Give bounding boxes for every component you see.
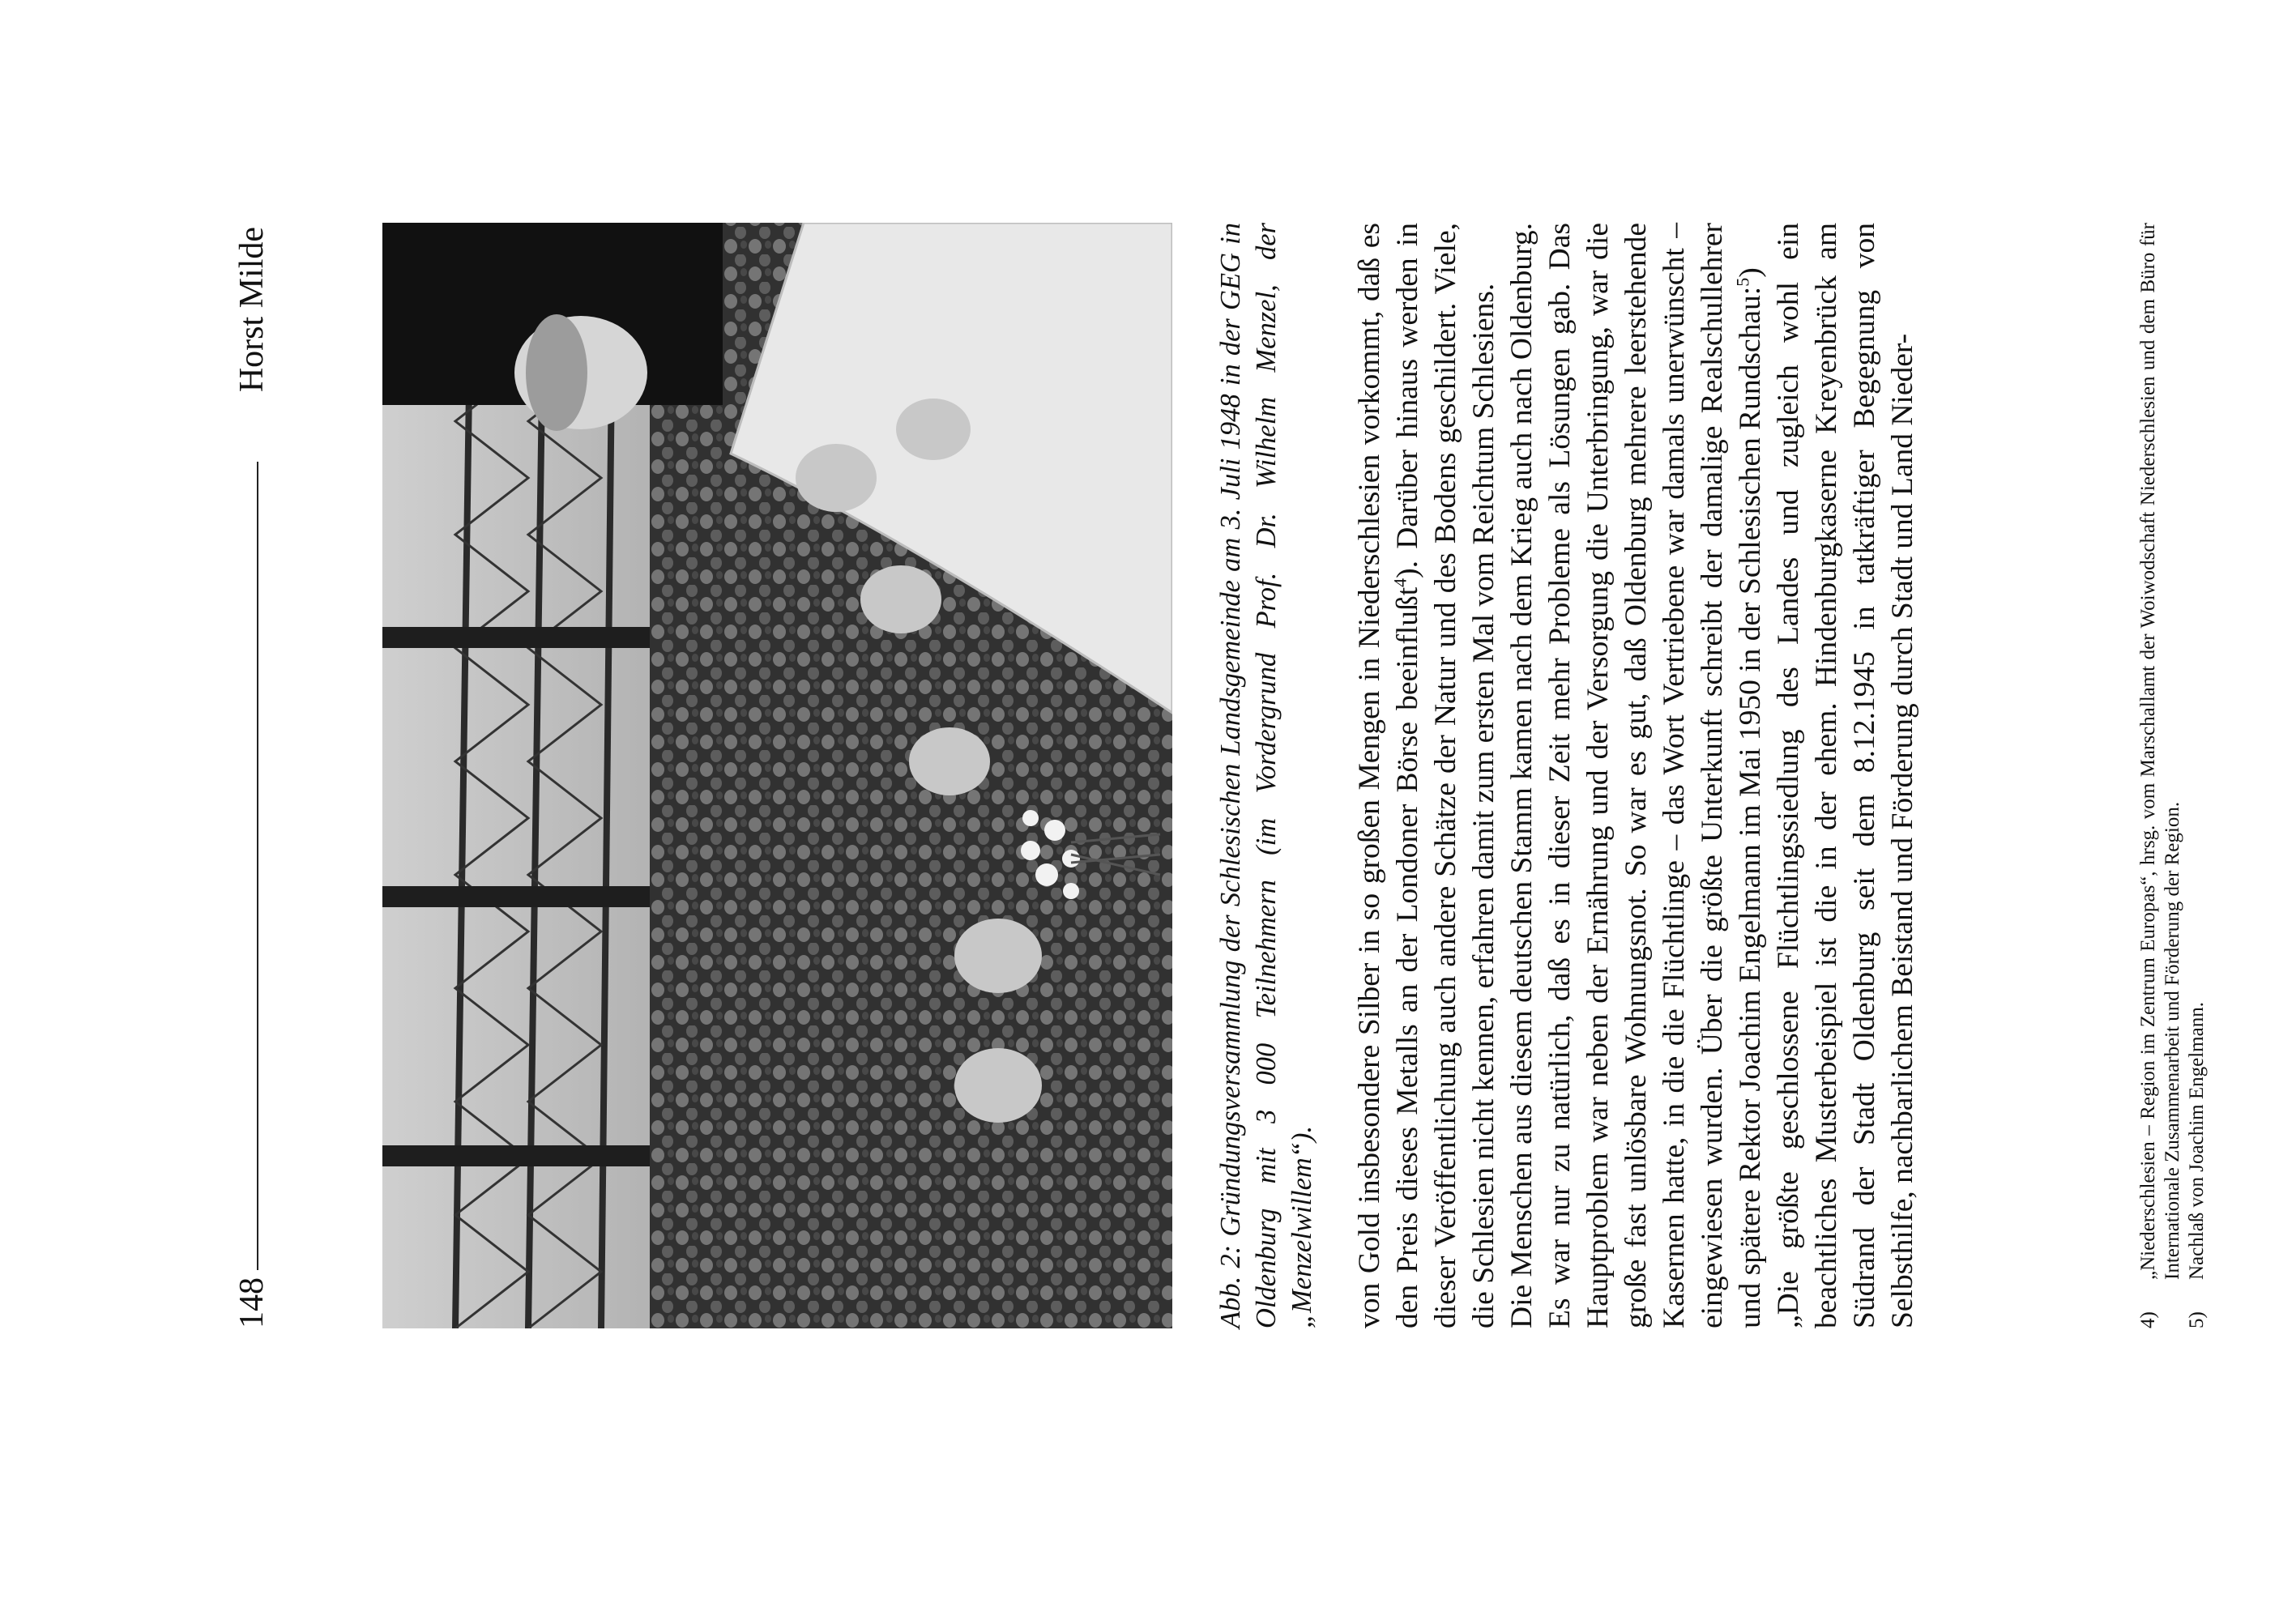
figure-caption: Abb. 2: Gründungsversammlung der Schlesischen Landsgemeinde am 3. Juli 1948 in der GEG in Oldenburg mit 3 000 Teilnehmern (im Vordergrund Prof. Dr. Wilhelm Menzel, der „Menzelwillem“).	[1215, 223, 1317, 1328]
assembly-photograph	[382, 223, 1172, 1328]
footnote-number: 5)	[2186, 1311, 2208, 1328]
document-page	[176, 202, 2208, 1418]
running-header	[224, 227, 297, 1328]
footnote-4	[2136, 223, 2185, 1328]
paragraph-1-text: von Gold insbesondere Silber in so großen Mengen in Niederschlesien vorkommt, daß es den Preis dieses Metalls an der Londoner Börse beeinflußt	[1353, 223, 1424, 1328]
paragraph-1	[1351, 223, 1503, 1328]
paragraph-1-text-end: ). Darüber hinaus werden in dieser Veröffentlichung auch andere Schätze der Natur und des Bodens geschildert. Viele, die Schlesien nicht kennen, erfahren damit zum ersten Mal vom Reichtum Schlesiens.	[1391, 223, 1500, 1328]
paragraph-3: „Die größte geschlossene Flüchtlingssiedlung des Landes und zugleich wohl ein beachtliches Musterbeispiel ist die in der ehem. Hindenburgkaserne Kreyenbrück am Südrand der Stadt Oldenburg seit dem 8.12.1945 in tatkräftiger Begegnung von Selbsthilfe, nachbarlichem Beistand und Förderung durch Stadt und Land Nieder-	[1772, 223, 1919, 1328]
page-number: 148	[233, 1277, 271, 1328]
paragraph-2-text-end: )	[1734, 267, 1767, 278]
running-author: Horst Milde	[233, 227, 271, 393]
photograph-image	[382, 223, 1172, 1328]
header-rule	[257, 462, 258, 1270]
footnote-5	[2185, 223, 2209, 1328]
footnotes	[2136, 223, 2209, 1328]
footnote-ref-5: 5	[1732, 277, 1753, 287]
footnote-text: Nachlaß von Joachim Engelmann.	[2186, 1002, 2208, 1280]
footnote-ref-4: 4	[1389, 578, 1410, 587]
footnote-number: 4)	[2137, 1311, 2159, 1328]
body-text	[1351, 223, 1922, 1328]
paragraph-2	[1503, 223, 1769, 1328]
paragraph-2-text: Die Menschen aus diesem deutschen Stamm kamen nach dem Krieg auch nach Oldenburg. Es war nur zu natürlich, daß es in dieser Zeit mehr Probleme als Lösungen gab. Das Hauptproblem war neben der Ernährung und der Versorgung die Unterbringung, war die große fast unlösbare Wohnungsnot. So war es gut, daß Oldenburg mehrere leerstehende Kasernen hatte, in die die Flüchtlinge – das Wort Vertriebene war damals unerwünscht – eingewiesen wurden. Über die größte Unterkunft schreibt der damalige Realschullehrer und spätere Rektor Joachim Engelmann im Mai 1950 in der Schlesischen Rundschau:	[1505, 223, 1767, 1328]
footnote-text: „Niederschlesien – Region im Zentrum Europas“, hrsg. vom Marschallamt der Woiwodschaft Niederschlesien und dem Büro für Internationale Zusammenarbeit und Förderung der Region.	[2137, 223, 2183, 1280]
